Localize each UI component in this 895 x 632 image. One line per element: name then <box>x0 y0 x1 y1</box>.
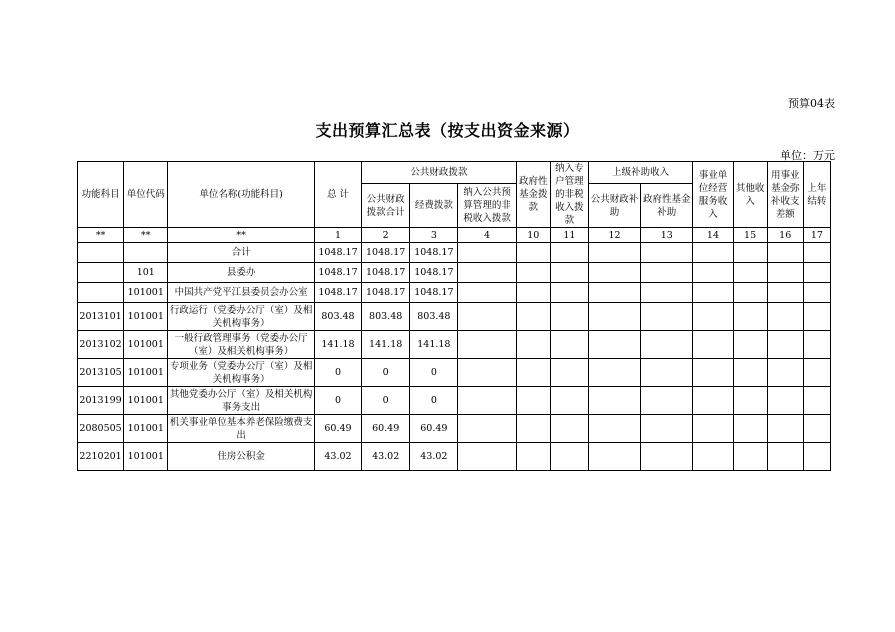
col-non-tax-income: 纳入公共预算管理的非税收入拨款 <box>458 184 516 228</box>
cell-empty <box>803 415 830 443</box>
column-number: 11 <box>550 228 588 243</box>
cell-empty <box>588 359 640 387</box>
header-row-1 <box>78 162 831 184</box>
cell-empty <box>550 283 588 303</box>
cell-empty <box>588 263 640 283</box>
column-number: ** <box>78 228 124 243</box>
cell-empty <box>516 283 550 303</box>
cell-empty <box>693 415 733 443</box>
cell-empty <box>588 243 640 263</box>
cell-empty <box>516 387 550 415</box>
cell-empty <box>767 243 803 263</box>
col-unit-code: 单位代码 <box>124 162 168 228</box>
cell-empty <box>803 243 830 263</box>
col-total: 总 计 <box>314 162 361 228</box>
cell-public-finance-total: 141.18 <box>362 331 410 359</box>
cell-func-code: 2013105 <box>78 359 124 387</box>
cell-expense-allocation: 1048.17 <box>410 243 458 263</box>
cell-empty <box>693 387 733 415</box>
cell-empty <box>516 243 550 263</box>
table-row <box>78 443 831 471</box>
cell-public-finance-total: 60.49 <box>362 415 410 443</box>
cell-unit-code: 101001 <box>124 443 168 471</box>
cell-empty <box>733 387 767 415</box>
cell-empty <box>767 283 803 303</box>
cell-func-code: 2080505 <box>78 415 124 443</box>
cell-empty <box>767 263 803 283</box>
cell-public-finance-total: 1048.17 <box>362 263 410 283</box>
cell-empty <box>641 303 693 331</box>
cell-expense-allocation: 60.49 <box>410 415 458 443</box>
cell-total: 43.02 <box>314 443 361 471</box>
col-unit-name: 单位名称(功能科目) <box>168 162 315 228</box>
cell-empty <box>733 415 767 443</box>
col-public-finance-subsidy: 公共财政补助 <box>588 184 640 228</box>
form-number: 预算04表 <box>788 97 835 110</box>
cell-empty <box>458 387 516 415</box>
cell-public-finance-total: 803.48 <box>362 303 410 331</box>
col-special-non-tax: 纳入专户管理的非税收入拨款 <box>550 162 588 228</box>
cell-empty <box>641 443 693 471</box>
cell-unit-name: 行政运行（党委办公厅（室）及相关机构事务） <box>168 303 315 331</box>
cell-func-code: 2013199 <box>78 387 124 415</box>
cell-unit-code <box>124 243 168 263</box>
cell-empty <box>550 263 588 283</box>
cell-unit-name: 住房公积金 <box>168 443 315 471</box>
table-row <box>78 415 831 443</box>
cell-empty <box>733 359 767 387</box>
budget-summary-table <box>77 161 831 471</box>
cell-unit-code: 101001 <box>124 387 168 415</box>
cell-empty <box>458 331 516 359</box>
cell-empty <box>733 303 767 331</box>
cell-func-code <box>78 283 124 303</box>
unit-label: 单位：万元 <box>780 149 835 162</box>
cell-public-finance-total: 1048.17 <box>362 243 410 263</box>
cell-unit-code: 101001 <box>124 283 168 303</box>
col-gov-fund: 政府性基金拨款 <box>516 162 550 228</box>
cell-empty <box>693 243 733 263</box>
cell-empty <box>458 243 516 263</box>
cell-empty <box>588 283 640 303</box>
cell-expense-allocation: 0 <box>410 359 458 387</box>
table-row <box>78 359 831 387</box>
cell-unit-name: 一般行政管理事务（党委办公厅（室）及相关机构事务） <box>168 331 315 359</box>
cell-expense-allocation: 141.18 <box>410 331 458 359</box>
cell-empty <box>767 443 803 471</box>
cell-empty <box>803 359 830 387</box>
column-number: 17 <box>803 228 830 243</box>
cell-unit-name: 专项业务（党委办公厅（室）及相关机构事务） <box>168 359 315 387</box>
cell-empty <box>767 359 803 387</box>
cell-unit-name: 合计 <box>168 243 315 263</box>
cell-empty <box>767 415 803 443</box>
column-number: ** <box>168 228 315 243</box>
cell-expense-allocation: 0 <box>410 387 458 415</box>
cell-empty <box>458 283 516 303</box>
page-title: 支出预算汇总表（按支出资金来源） <box>315 121 580 140</box>
cell-public-finance-total: 43.02 <box>362 443 410 471</box>
cell-empty <box>641 387 693 415</box>
cell-empty <box>641 415 693 443</box>
cell-empty <box>803 263 830 283</box>
cell-empty <box>588 443 640 471</box>
cell-public-finance-total: 0 <box>362 359 410 387</box>
cell-empty <box>803 387 830 415</box>
cell-empty <box>767 387 803 415</box>
cell-total: 803.48 <box>314 303 361 331</box>
cell-empty <box>458 303 516 331</box>
col-group-superior-subsidy: 上级补助收入 <box>588 162 692 184</box>
table-row <box>78 243 831 263</box>
cell-total: 141.18 <box>314 331 361 359</box>
col-public-finance-total: 公共财政拨款合计 <box>362 184 410 228</box>
cell-empty <box>458 263 516 283</box>
col-other-income: 其他收入 <box>733 162 767 228</box>
column-number: ** <box>124 228 168 243</box>
cell-empty <box>550 387 588 415</box>
col-group-public-finance: 公共财政拨款 <box>362 162 517 184</box>
col-carry-over: 上年结转 <box>803 162 830 228</box>
cell-func-code: 2013101 <box>78 303 124 331</box>
table-row <box>78 331 831 359</box>
cell-empty <box>516 415 550 443</box>
cell-empty <box>588 387 640 415</box>
cell-total: 1048.17 <box>314 263 361 283</box>
column-number: 1 <box>314 228 361 243</box>
cell-unit-code: 101001 <box>124 415 168 443</box>
col-func-subject: 功能科目 <box>78 162 124 228</box>
cell-empty <box>733 283 767 303</box>
cell-expense-allocation: 1048.17 <box>410 283 458 303</box>
cell-empty <box>693 359 733 387</box>
col-fund-gap: 用事业基金弥补收支差额 <box>767 162 803 228</box>
cell-empty <box>641 263 693 283</box>
cell-expense-allocation: 1048.17 <box>410 263 458 283</box>
cell-empty <box>641 359 693 387</box>
cell-empty <box>767 331 803 359</box>
column-number: 14 <box>693 228 733 243</box>
cell-empty <box>550 443 588 471</box>
cell-empty <box>550 331 588 359</box>
cell-empty <box>803 443 830 471</box>
cell-empty <box>550 359 588 387</box>
cell-empty <box>458 415 516 443</box>
cell-empty <box>803 331 830 359</box>
cell-empty <box>550 303 588 331</box>
cell-empty <box>516 303 550 331</box>
cell-public-finance-total: 1048.17 <box>362 283 410 303</box>
cell-total: 1048.17 <box>314 283 361 303</box>
col-expense-allocation: 经费拨款 <box>410 184 458 228</box>
cell-unit-name: 机关事业单位基本养老保险缴费支出 <box>168 415 315 443</box>
cell-empty <box>516 443 550 471</box>
cell-empty <box>803 303 830 331</box>
cell-func-code <box>78 263 124 283</box>
cell-empty <box>693 443 733 471</box>
cell-func-code: 2210201 <box>78 443 124 471</box>
cell-unit-code: 101001 <box>124 303 168 331</box>
cell-empty <box>733 263 767 283</box>
cell-empty <box>641 243 693 263</box>
cell-empty <box>458 359 516 387</box>
cell-unit-name: 其他党委办公厅（室）及相关机构事务支出 <box>168 387 315 415</box>
cell-empty <box>516 359 550 387</box>
cell-empty <box>516 263 550 283</box>
cell-empty <box>803 283 830 303</box>
cell-total: 1048.17 <box>314 243 361 263</box>
cell-empty <box>458 443 516 471</box>
column-number: 15 <box>733 228 767 243</box>
cell-empty <box>733 443 767 471</box>
table-row <box>78 283 831 303</box>
cell-func-code <box>78 243 124 263</box>
cell-empty <box>588 331 640 359</box>
column-number: 2 <box>362 228 410 243</box>
table-body <box>78 243 831 471</box>
cell-empty <box>693 263 733 283</box>
cell-empty <box>516 331 550 359</box>
cell-func-code: 2013102 <box>78 331 124 359</box>
cell-public-finance-total: 0 <box>362 387 410 415</box>
column-number: 12 <box>588 228 640 243</box>
column-number: 16 <box>767 228 803 243</box>
cell-empty <box>550 415 588 443</box>
col-gov-fund-subsidy: 政府性基金补助 <box>641 184 693 228</box>
cell-unit-name: 中国共产党平江县委员会办公室 <box>168 283 315 303</box>
cell-expense-allocation: 43.02 <box>410 443 458 471</box>
column-number-row <box>78 228 831 243</box>
cell-unit-name: 县委办 <box>168 263 315 283</box>
cell-empty <box>693 303 733 331</box>
cell-empty <box>641 331 693 359</box>
cell-empty <box>733 331 767 359</box>
column-number: 10 <box>516 228 550 243</box>
column-number: 4 <box>458 228 516 243</box>
column-number: 3 <box>410 228 458 243</box>
cell-unit-code: 101 <box>124 263 168 283</box>
column-number: 13 <box>641 228 693 243</box>
cell-unit-code: 101001 <box>124 331 168 359</box>
cell-total: 60.49 <box>314 415 361 443</box>
cell-empty <box>641 283 693 303</box>
cell-empty <box>767 303 803 331</box>
cell-expense-allocation: 803.48 <box>410 303 458 331</box>
cell-empty <box>588 303 640 331</box>
cell-empty <box>588 415 640 443</box>
cell-unit-code: 101001 <box>124 359 168 387</box>
cell-total: 0 <box>314 359 361 387</box>
col-business-income: 事业单位经营服务收入 <box>693 162 733 228</box>
cell-total: 0 <box>314 387 361 415</box>
table-row <box>78 263 831 283</box>
table-row <box>78 387 831 415</box>
cell-empty <box>733 243 767 263</box>
cell-empty <box>693 331 733 359</box>
table-row <box>78 303 831 331</box>
cell-empty <box>550 243 588 263</box>
cell-empty <box>693 283 733 303</box>
